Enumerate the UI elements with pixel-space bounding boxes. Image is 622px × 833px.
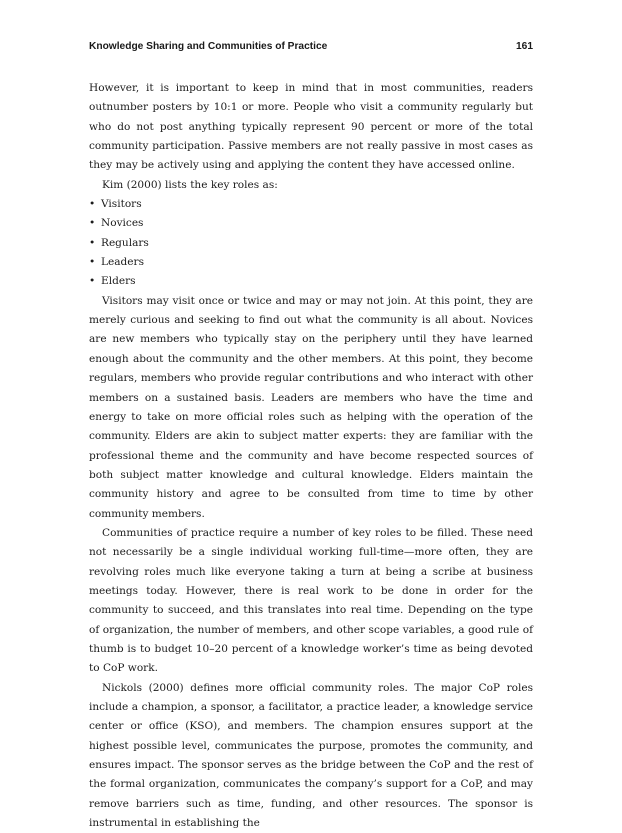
bullet-icon: • — [89, 198, 96, 211]
list-item — [89, 234, 533, 253]
list-item — [89, 253, 533, 272]
page-number: 161 — [516, 41, 533, 52]
paragraph-kim-intro: Kim (2000) lists the key roles as: — [102, 178, 278, 191]
body-text — [89, 79, 533, 833]
list-item — [89, 272, 533, 291]
chapter-title: Knowledge Sharing and Communities of Practice — [89, 41, 328, 52]
list-item — [89, 214, 533, 233]
paragraph-role-descriptions: Visitors may visit once or twice and may or may not join. At this point, they are merely curious and seeking to find out what the community is all about. Novices are new members who typically stay on the periphery until they have learned enough about the community and the other members. At this point, they become regulars, members who provide regular contributions and who interact with other members on a sustained basis. Leaders are members who have the time and energy to take on more official roles such as helping with the operation of the community. Elders are akin to subject matter experts: they are familiar with the professional theme and the community and have become respected sources of both subject matter knowledge and cultural knowledge. Elders maintain the community history and agree to be consulted from time to time by other community members. — [89, 294, 533, 520]
paragraph-nickols-roles: Nickols (2000) defines more official community roles. The major CoP roles include a champion, a sponsor, a facilitator, a practice leader, a knowledge service center or office (KSO), and members. The champion ensures support at the highest possible level, communicates the purpose, promotes the community, and ensures impact. The sponsor serves as the bridge between the CoP and the rest of the formal organization, communicates the company’s support for a CoP, and may remove barriers such as time, funding, and other resources. The sponsor is instrumental in establishing the — [89, 681, 533, 830]
list-item-label: Leaders — [101, 256, 144, 269]
list-item-label: Regulars — [101, 236, 149, 249]
bullet-icon: • — [89, 275, 96, 288]
bullet-icon: • — [89, 217, 96, 230]
list-item — [89, 195, 533, 214]
list-item-label: Elders — [101, 275, 136, 288]
list-item-label: Visitors — [101, 198, 142, 211]
paragraph-lurkers: However, it is important to keep in mind that in most communities, readers outnumber posters by 10:1 or more. People who visit a community regularly but who do not post anything typically represent 90 percent or more of the total community participation. Passive members are not really passive in most cases as they may be actively using and applying the content they have accessed online. — [89, 82, 533, 172]
list-item-label: Novices — [101, 217, 144, 230]
bullet-icon: • — [89, 256, 96, 269]
paragraph-key-roles-time: Communities of practice require a number of key roles to be filled. These need not necessarily be a single individual working full-time—more often, they are revolving roles much like everyone taking a turn at being a scribe at business meetings today. However, there is real work to be done in order for the community to succeed, and this translates into real time. Depending on the type of organization, the number of members, and other scope variables, a good rule of thumb is to budget 10–20 percent of a knowledge worker’s time as being devoted to CoP work. — [89, 526, 533, 675]
key-roles-list — [89, 195, 533, 292]
bullet-icon: • — [89, 236, 96, 249]
running-head — [89, 41, 533, 57]
